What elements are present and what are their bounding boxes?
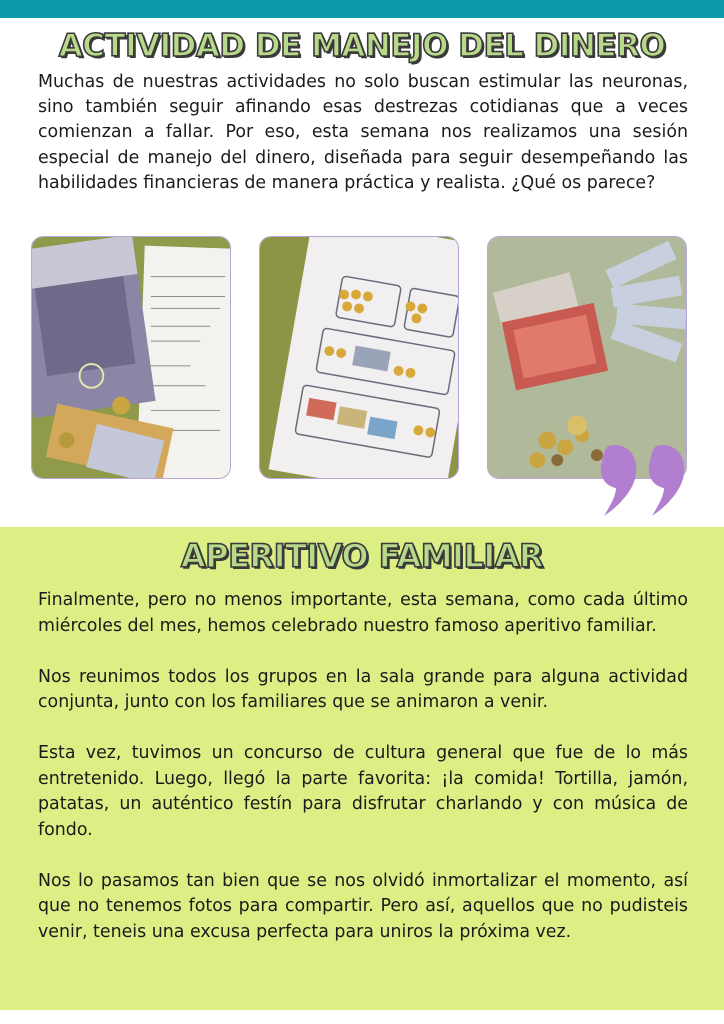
section-title-aperitif: APERITIVO FAMILIAR bbox=[180, 537, 544, 575]
photo-worksheet-banknotes bbox=[31, 236, 231, 479]
aperitif-paragraph-2: Nos reunimos todos los grupos en la sala grande para alguna actividad conjunta, junto con los familiares que se animaron a venir. bbox=[38, 666, 688, 712]
intro-paragraph: Muchas de nuestras actividades no solo buscan estimular las neuronas, sino también seguir afinando esas destrezas cotidianas que a veces comienzan a fallar. Por eso, esta semana nos realizamos una sesión especial de manejo del dinero, diseñada para seguir desempeñando las habilidades financieras de manera práctica y realista. ¿Qué os parece? bbox=[38, 72, 688, 193]
aperitif-paragraph-3: Esta vez, tuvimos un concurso de cultura general que fue de lo más entretenido. Luego, llegó la parte favorita: ¡la comida! Tortilla, jamón, patatas, un auténtico festín para disfrutar charlando y con música de fondo. bbox=[38, 743, 688, 840]
aperitif-paragraph-4: Nos lo pasamos tan bien que se nos olvidó inmortalizar el momento, así que no tenemos fotos para compartir. Pero así, aquellos que no pudisteis venir, teneis una excusa perfecta para uniros la próxima vez. bbox=[38, 870, 688, 942]
aperitif-paragraph-1: Finalmente, pero no menos importante, esta semana, como cada último miércoles del mes, hemos celebrado nuestro famoso aperitivo familiar. bbox=[38, 590, 688, 636]
top-accent-bar bbox=[0, 0, 724, 18]
quote-mark-icon bbox=[600, 440, 692, 520]
aperitif-body bbox=[38, 588, 688, 971]
section-title-money: ACTIVIDAD DE MANEJO DEL DINERO bbox=[58, 28, 666, 64]
photo-coin-worksheet bbox=[259, 236, 459, 479]
